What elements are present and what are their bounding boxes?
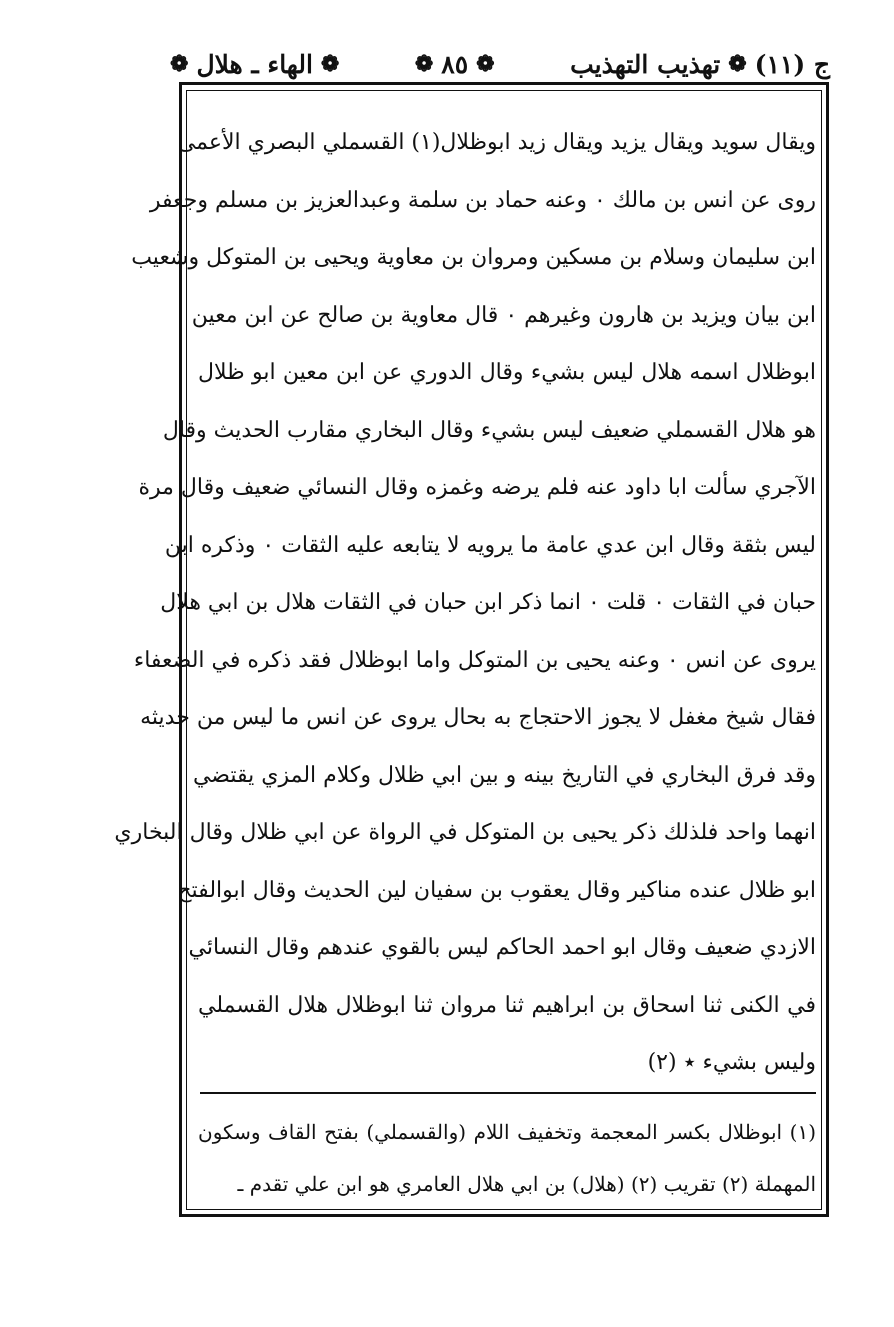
text-line: في الكنى ثنا اسحاق بن ابراهيم ثنا مروان ثنا ابوظلال هلال القسملي: [198, 992, 816, 1018]
text-line: وقد فرق البخاري في التاريخ بينه و بين ابي ظلال وكلام المزي يقتضي: [192, 762, 816, 788]
text-line: الازدي ضعيف وقال ابو احمد الحاكم ليس بالقوي عندهم وقال النسائي: [188, 935, 816, 960]
text-line: ابن سليمان وسلام بن مسكين ومروان بن معاوية ويحيى بن المتوكل وشعيب: [131, 245, 816, 270]
text-line: ليس بثقة وقال ابن عدي عامة ما يرويه لا يتابعه عليه الثقات ٠ وذكره ابن: [164, 532, 816, 558]
text-line: فقال شيخ مغفل لا يجوز الاحتجاج به بحال يروى عن انس ما ليس من حديثه: [140, 705, 816, 730]
page-number-group: [415, 50, 495, 79]
text-line: وليس بشيء ٭ (٢): [647, 1050, 816, 1075]
text-line: روى عن انس بن مالك ٠ وعنه حماد بن سلمة وعبدالعزيز بن مسلم وجعفر: [149, 187, 816, 213]
footnotes: [198, 1106, 816, 1210]
text-line: هو هلال القسملي ضعيف ليس بشيء وقال البخاري مقارب الحديث وقال: [162, 417, 816, 443]
running-header: [170, 44, 830, 84]
page-number: ٨٥: [441, 49, 469, 79]
text-line: ابو ظلال عنده مناكير وقال يعقوب بن سفيان لين الحديث وقال ابوالفتح: [177, 877, 816, 903]
text-line: ويقال سويد ويقال يزيد ويقال زيد ابوظلال(١) القسملي البصري الأعمى: [177, 130, 816, 155]
text-line: يروى عن انس ٠ وعنه يحيى بن المتوكل واما ابوظلال فقد ذكره في الضعفاء: [133, 647, 816, 673]
footnote-line: (١) ابوظلال بكسر المعجمة وتخفيف اللام (والقسملي) بفتح القاف وسكون: [198, 1120, 816, 1144]
volume-group: [570, 50, 830, 79]
text-line: الآجري سألت ابا داود عنه فلم يرضه وغمزه وقال النسائي ضعيف وقال مرة: [138, 475, 816, 500]
ornament-icon: ❁: [170, 51, 189, 77]
ornament-icon: ❁: [320, 51, 340, 77]
main-text: [114, 114, 816, 1092]
text-line: حبان في الثقات ٠ قلت ٠ انما ذكر ابن حبان في الثقات هلال بن ابي هلال: [160, 590, 816, 615]
footnote-line: المهملة (٢) تقريب (٢) (هلال) بن ابي هلال العامري هو ابن علي تقدم ـ: [237, 1172, 816, 1196]
ornament-icon: ❁: [728, 51, 747, 77]
ornament-icon: ❁: [476, 51, 495, 77]
ornament-icon: ❁: [414, 51, 434, 77]
text-line: انهما واحد فلذلك ذكر يحيى بن المتوكل في الرواة عن ابي ظلال وقال البخاري: [114, 820, 816, 845]
book-title: تهذيب التهذيب: [570, 49, 721, 79]
text-line: ابن بيان ويزيد بن هارون وغيرهم ٠ قال معاوية بن صالح عن ابن معين: [191, 302, 816, 328]
footnote-divider: [200, 1092, 816, 1094]
section-title: الهاء ـ هلال: [196, 49, 313, 79]
volume-label: ج (١١): [754, 49, 830, 79]
section-group: [170, 50, 339, 79]
text-line: ابوظلال اسمه هلال ليس بشيء وقال الدوري عن ابن معين ابو ظلال: [198, 360, 816, 385]
